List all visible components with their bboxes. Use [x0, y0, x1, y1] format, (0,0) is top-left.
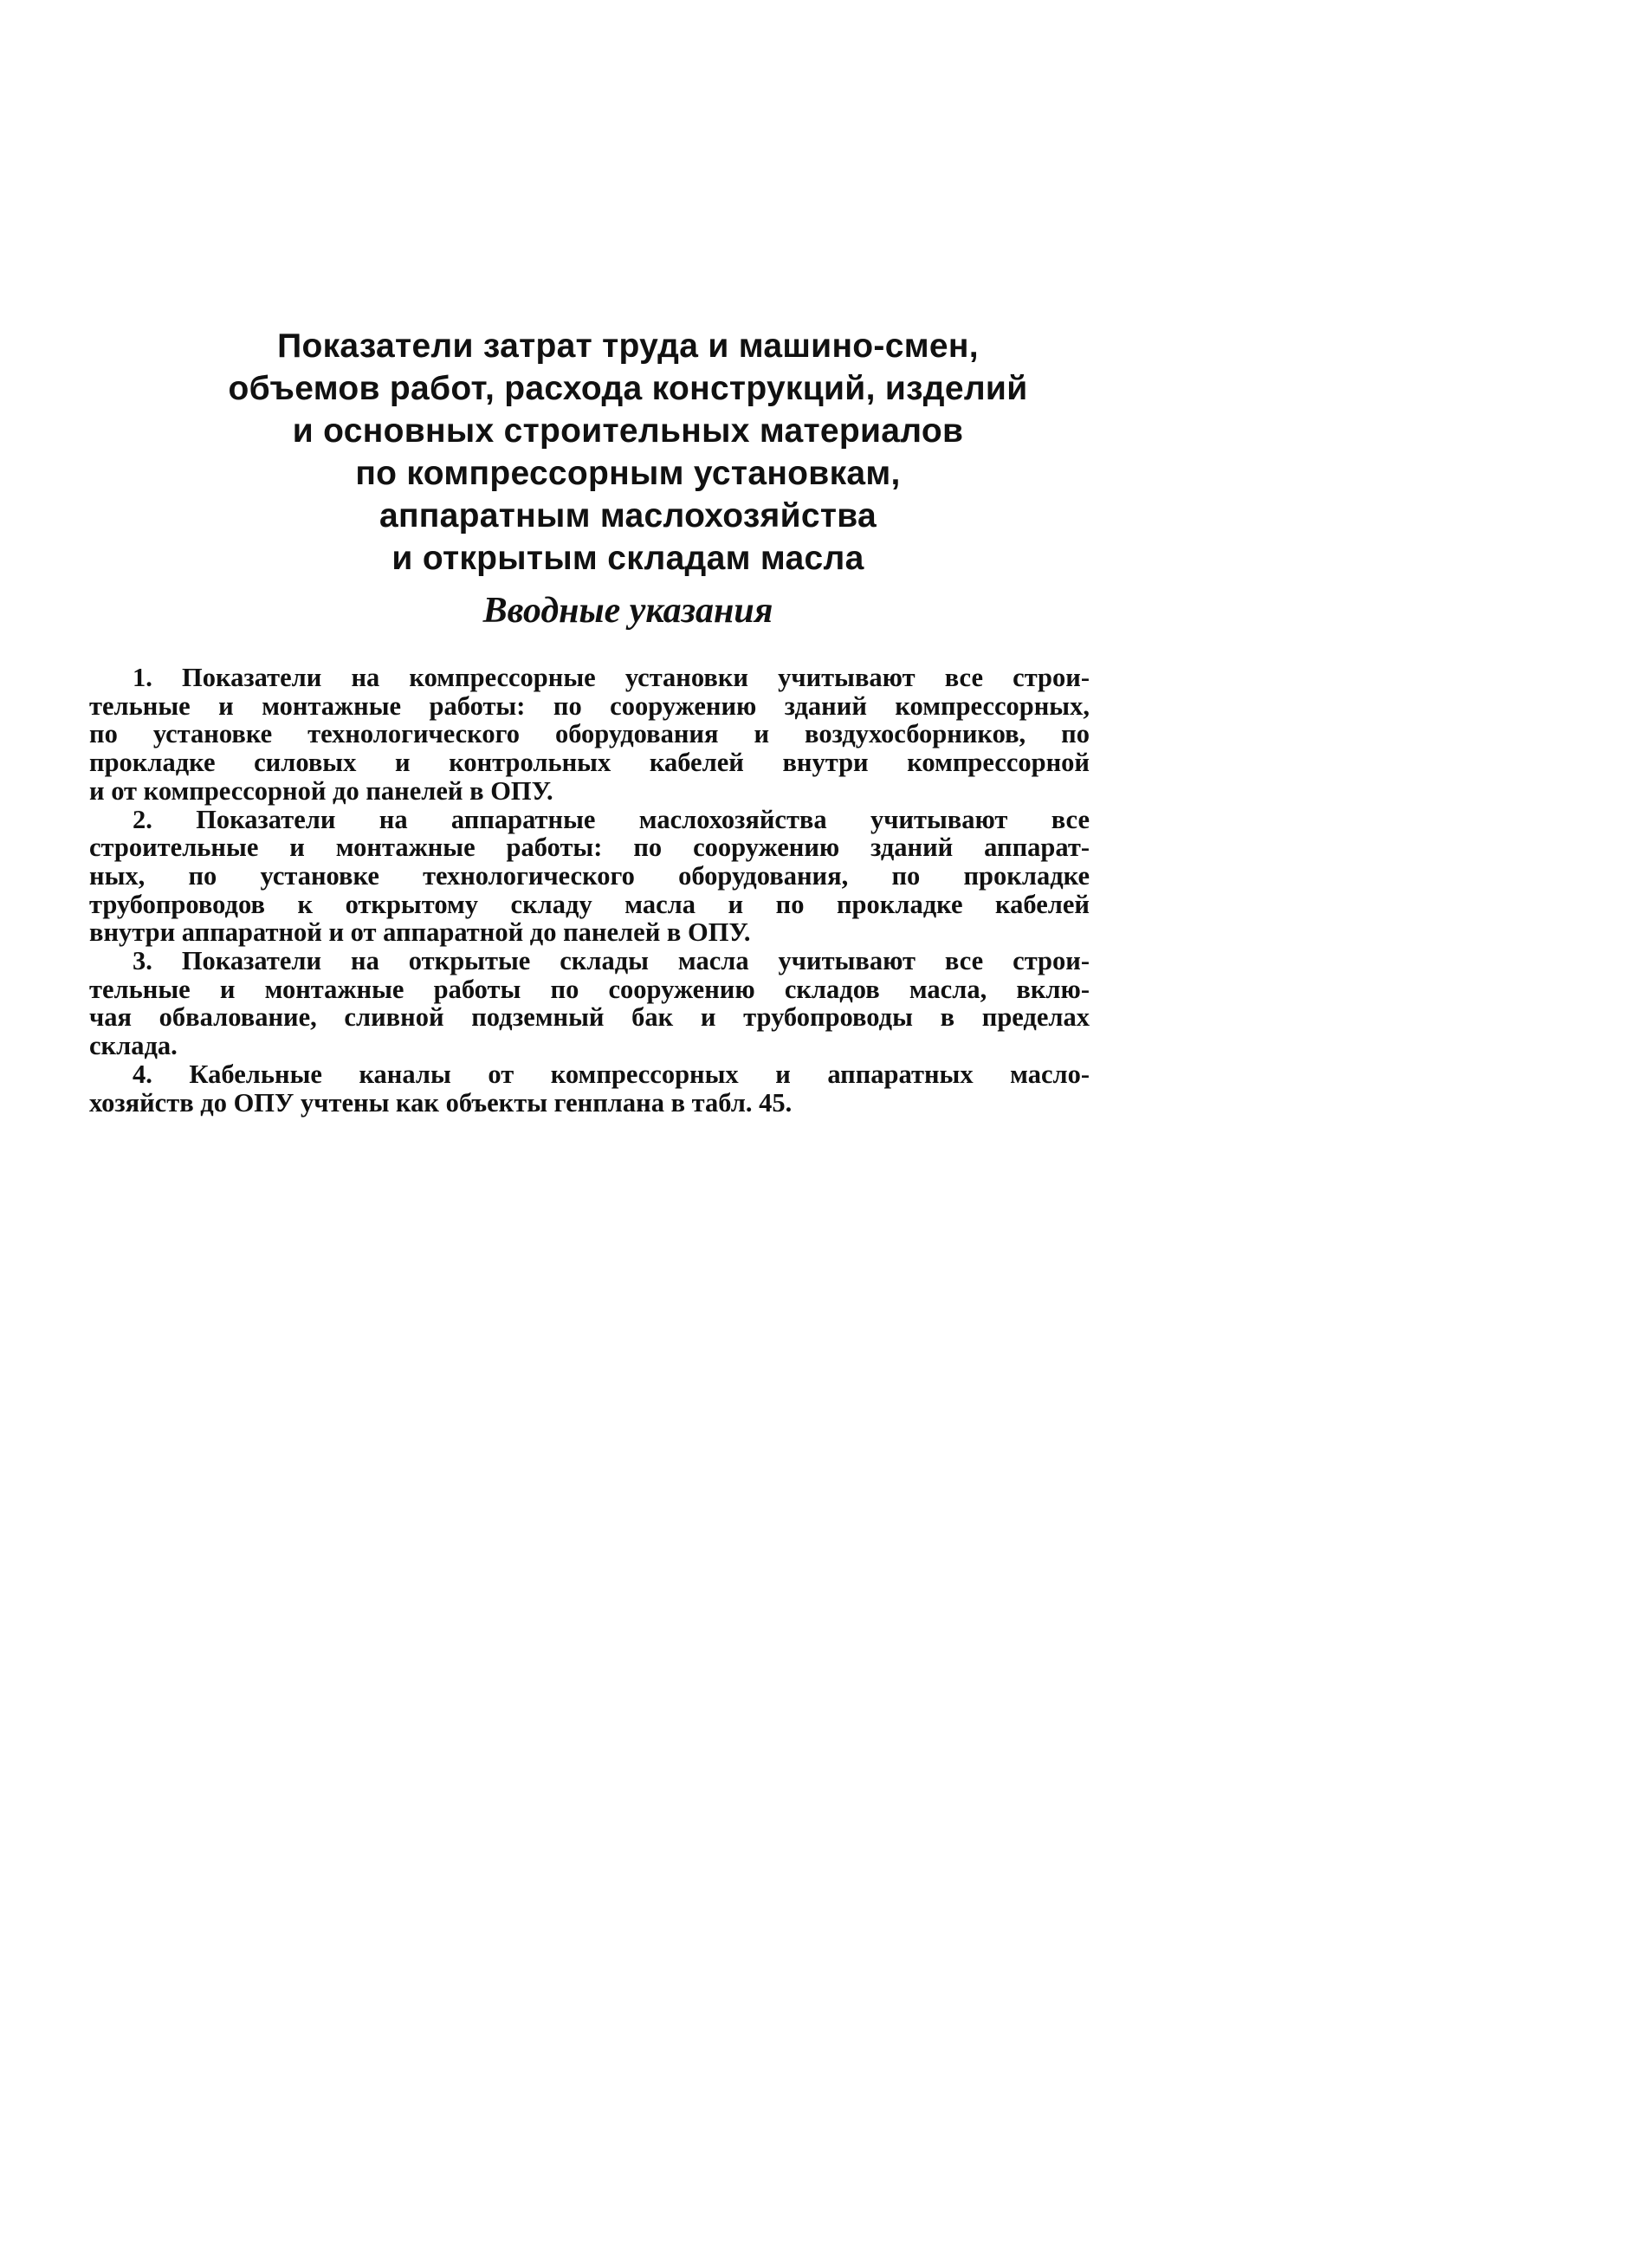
document-title	[173, 325, 1083, 580]
text-line: по установке технологического оборудования и воздухосборников, по	[89, 719, 1090, 749]
paragraph-2	[89, 806, 1090, 948]
text-line: чая обвалование, сливной подземный бак и трубопроводы в пределах	[89, 1002, 1090, 1033]
paragraph-3	[89, 947, 1090, 1060]
title-line: по компрессорным установкам,	[355, 455, 901, 492]
text-line: ных, по установке технологического оборудования, по прокладке	[89, 860, 1090, 891]
text-line: 3. Показатели на открытые склады масла учитывают все строи-	[133, 946, 1090, 976]
paragraph-4	[89, 1060, 1090, 1117]
text-line: тельные и монтажные работы по сооружению складов масла, вклю-	[89, 974, 1090, 1004]
title-line: Показатели затрат труда и машино-смен,	[277, 327, 979, 365]
text-line: внутри аппаратной и от аппаратной до панелей в ОПУ.	[89, 917, 751, 948]
text-line: 2. Показатели на аппаратные маслохозяйства учитывают все	[133, 804, 1090, 834]
text-line: тельные и монтажные работы: по сооружению зданий компрессорных,	[89, 690, 1090, 721]
body-text	[89, 664, 1090, 1117]
text-line: строительные и монтажные работы: по сооружению зданий аппарат-	[89, 833, 1090, 863]
title-line: аппаратным маслохозяйства	[379, 497, 877, 535]
title-line: объемов работ, расхода конструкций, изделий	[228, 370, 1028, 407]
text-line: 1. Показатели на компрессорные установки учитывают все строи-	[133, 663, 1090, 692]
title-line: и основных строительных материалов	[292, 412, 964, 450]
title-line: и открытым складам масла	[391, 540, 864, 577]
text-line: трубопроводов к открытому складу масла и по прокладке кабелей	[89, 889, 1090, 919]
paragraph-1	[89, 664, 1090, 806]
section-subtitle: Вводные указания	[482, 591, 773, 631]
text-line: 4. Кабельные каналы от компрессорных и аппаратных масло-	[133, 1059, 1090, 1089]
text-line: прокладке силовых и контрольных кабелей внутри компрессорной	[89, 748, 1090, 778]
text-line: склада.	[89, 1031, 178, 1061]
text-line: хозяйств до ОПУ учтены как объекты генплана в табл. 45.	[89, 1087, 793, 1118]
text-line: и от компрессорной до панелей в ОПУ.	[89, 775, 553, 806]
